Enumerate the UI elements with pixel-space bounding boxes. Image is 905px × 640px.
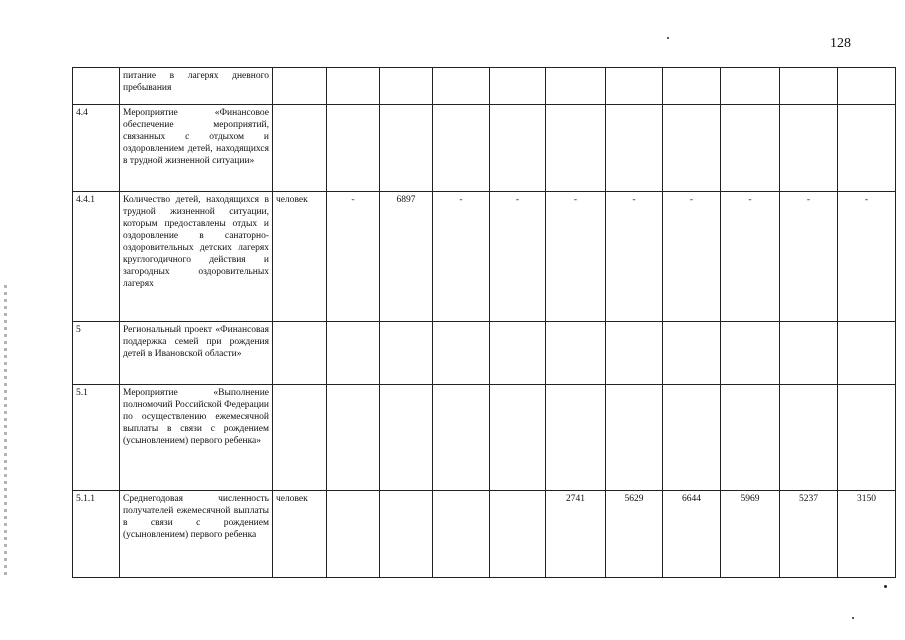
table-row bbox=[73, 192, 896, 322]
row-description-cell: Мероприятие «Выполнение полномочий Российской Федерации по осуществлению ежемесячной выплаты в связи с рождением (усыновлением) первого ребенка» bbox=[120, 385, 273, 491]
row-code-cell: 5.1.1 bbox=[73, 491, 120, 578]
row-value-cell: - bbox=[327, 192, 380, 322]
row-value-cell bbox=[433, 105, 490, 192]
row-value-cell bbox=[780, 385, 838, 491]
row-value-cell bbox=[327, 105, 380, 192]
row-unit-cell bbox=[273, 68, 327, 105]
table-row bbox=[73, 385, 896, 491]
row-value-cell bbox=[606, 105, 663, 192]
row-value-cell bbox=[546, 385, 606, 491]
row-value-cell bbox=[606, 68, 663, 105]
row-value-cell bbox=[490, 385, 546, 491]
row-value-cell bbox=[780, 105, 838, 192]
row-value-cell bbox=[380, 105, 433, 192]
row-description-cell: питание в лагерях дневного пребывания bbox=[120, 68, 273, 105]
row-value-cell bbox=[490, 491, 546, 578]
row-value-cell bbox=[606, 385, 663, 491]
scan-speck bbox=[852, 617, 854, 619]
row-value-cell: 6897 bbox=[380, 192, 433, 322]
row-value-cell bbox=[721, 105, 780, 192]
row-value-cell: - bbox=[838, 192, 896, 322]
row-value-cell bbox=[490, 105, 546, 192]
row-value-cell: 5969 bbox=[721, 491, 780, 578]
row-value-cell bbox=[433, 322, 490, 385]
scan-speck bbox=[884, 585, 887, 588]
row-value-cell bbox=[546, 105, 606, 192]
table-body bbox=[73, 68, 896, 578]
row-value-cell bbox=[780, 322, 838, 385]
row-code-cell: 5.1 bbox=[73, 385, 120, 491]
row-value-cell bbox=[721, 68, 780, 105]
row-code-cell bbox=[73, 68, 120, 105]
row-value-cell bbox=[327, 322, 380, 385]
row-value-cell: - bbox=[721, 192, 780, 322]
scan-edge-artifact bbox=[4, 285, 7, 575]
table-row bbox=[73, 322, 896, 385]
row-value-cell: - bbox=[780, 192, 838, 322]
row-code-cell: 5 bbox=[73, 322, 120, 385]
row-description-cell: Мероприятие «Финансовое обеспечение мероприятий, связанных с отдыхом и оздоровлением детей, находящихся в трудной жизненной ситуации» bbox=[120, 105, 273, 192]
row-unit-cell: человек bbox=[273, 491, 327, 578]
row-value-cell bbox=[838, 105, 896, 192]
indicators-table bbox=[72, 67, 896, 578]
row-value-cell bbox=[327, 68, 380, 105]
row-value-cell: 6644 bbox=[663, 491, 721, 578]
row-value-cell bbox=[838, 68, 896, 105]
table-row bbox=[73, 491, 896, 578]
table-row bbox=[73, 68, 896, 105]
row-value-cell: - bbox=[490, 192, 546, 322]
row-unit-cell bbox=[273, 322, 327, 385]
row-value-cell bbox=[838, 385, 896, 491]
row-code-cell: 4.4.1 bbox=[73, 192, 120, 322]
row-value-cell bbox=[606, 322, 663, 385]
row-value-cell: - bbox=[606, 192, 663, 322]
row-value-cell: - bbox=[433, 192, 490, 322]
row-unit-cell: человек bbox=[273, 192, 327, 322]
row-value-cell: - bbox=[546, 192, 606, 322]
row-code-cell: 4.4 bbox=[73, 105, 120, 192]
row-value-cell bbox=[380, 68, 433, 105]
row-value-cell bbox=[546, 322, 606, 385]
row-value-cell bbox=[380, 385, 433, 491]
scan-speck bbox=[667, 37, 669, 39]
row-value-cell bbox=[838, 322, 896, 385]
row-value-cell: 5237 bbox=[780, 491, 838, 578]
row-value-cell bbox=[663, 322, 721, 385]
row-value-cell bbox=[546, 68, 606, 105]
row-value-cell bbox=[490, 68, 546, 105]
row-value-cell bbox=[327, 491, 380, 578]
row-value-cell: 5629 bbox=[606, 491, 663, 578]
row-value-cell bbox=[663, 385, 721, 491]
row-value-cell bbox=[380, 491, 433, 578]
row-value-cell bbox=[433, 385, 490, 491]
row-value-cell: 2741 bbox=[546, 491, 606, 578]
row-unit-cell bbox=[273, 105, 327, 192]
row-description-cell: Количество детей, находящихся в трудной жизненной ситуации, которым предоставлены отдых и оздоровление в санаторно-оздоровительных детских лагерях круглогодичного действия и загородных оздоровительных лагерях bbox=[120, 192, 273, 322]
page-number: 128 bbox=[830, 36, 851, 51]
row-value-cell bbox=[490, 322, 546, 385]
row-value-cell: - bbox=[663, 192, 721, 322]
row-value-cell bbox=[721, 385, 780, 491]
row-description-cell: Региональный проект «Финансовая поддержка семей при рождения детей в Ивановской области» bbox=[120, 322, 273, 385]
row-value-cell bbox=[433, 491, 490, 578]
table-row bbox=[73, 105, 896, 192]
row-value-cell bbox=[721, 322, 780, 385]
row-value-cell bbox=[663, 105, 721, 192]
row-value-cell bbox=[380, 322, 433, 385]
row-value-cell bbox=[327, 385, 380, 491]
row-value-cell bbox=[663, 68, 721, 105]
row-description-cell: Среднегодовая численность получателей ежемесячной выплаты в связи с рождением (усыновлением) первого ребенка bbox=[120, 491, 273, 578]
row-unit-cell bbox=[273, 385, 327, 491]
row-value-cell bbox=[780, 68, 838, 105]
row-value-cell bbox=[433, 68, 490, 105]
row-value-cell: 3150 bbox=[838, 491, 896, 578]
